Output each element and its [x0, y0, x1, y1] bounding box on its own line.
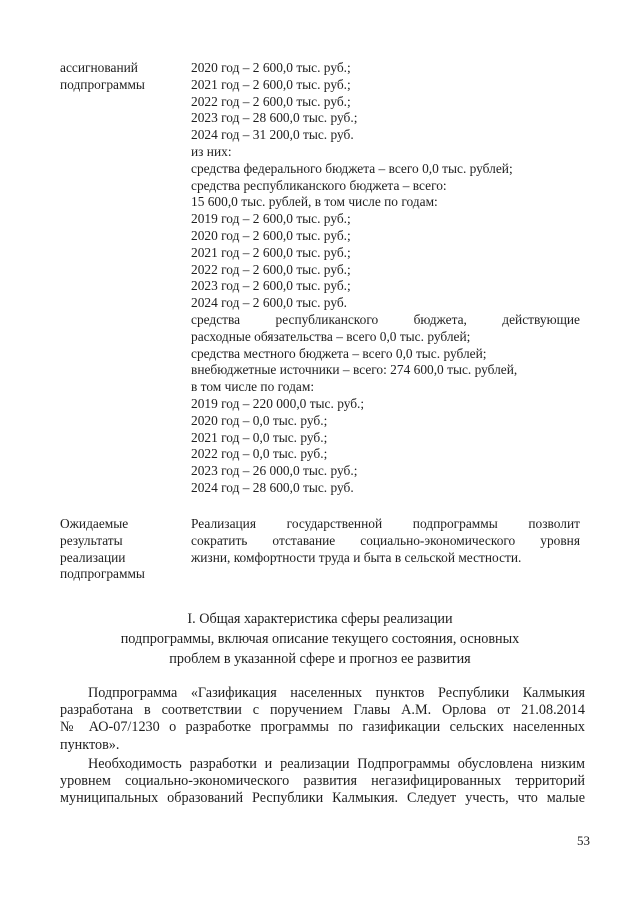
- paragraph-line: уровнем социально-экономического развития негазифицированных территорий: [60, 773, 585, 790]
- heading-line: проблем в указанной сфере и прогноз ее развития: [169, 651, 471, 667]
- value-line: 2023 год – 2 600,0 тыс. руб.;: [191, 278, 351, 294]
- value-line: 2023 год – 26 000,0 тыс. руб.;: [191, 463, 358, 479]
- value-line: средства федерального бюджета – всего 0,0 тыс. рублей;: [191, 160, 513, 176]
- row-value: [191, 60, 580, 497]
- table-row-funding: [60, 60, 580, 510]
- value-line: 2021 год – 0,0 тыс. руб.;: [191, 429, 328, 445]
- page-number: 53: [577, 833, 590, 848]
- table-row-expected-results: [60, 516, 580, 586]
- value-line: 15 600,0 тыс. рублей, в том числе по годам:: [191, 194, 438, 210]
- value-line: 2022 год – 2 600,0 тыс. руб.;: [191, 261, 351, 277]
- label-line: реализации: [60, 549, 126, 565]
- value-line: расходные обязательства – всего 0,0 тыс. рублей;: [191, 328, 471, 344]
- value-line: жизни, комфортности труда и быта в сельской местности.: [191, 549, 522, 565]
- label-line: подпрограммы: [60, 76, 145, 92]
- row-label: [60, 516, 185, 583]
- paragraph-line: Подпрограмма «Газификация населенных пунктов Республики Калмыкия: [88, 685, 585, 701]
- row-value: [191, 516, 580, 566]
- value-line: 2020 год – 2 600,0 тыс. руб.;: [191, 60, 351, 75]
- value-line: 2020 год – 2 600,0 тыс. руб.;: [191, 227, 351, 243]
- paragraph-line: пунктов».: [60, 736, 120, 753]
- heading-line: I. Общая характеристика сферы реализации: [187, 611, 453, 627]
- label-line: результаты: [60, 532, 123, 548]
- value-line: средства местного бюджета – всего 0,0 тыс. рублей;: [191, 345, 487, 361]
- value-line: 2021 год – 2 600,0 тыс. руб.;: [191, 244, 351, 260]
- value-line: 2022 год – 0,0 тыс. руб.;: [191, 446, 328, 462]
- value-line: средства республиканского бюджета – всего:: [191, 177, 447, 193]
- value-line: 2022 год – 2 600,0 тыс. руб.;: [191, 93, 351, 109]
- label-line: подпрограммы: [60, 566, 145, 582]
- value-line: средства республиканского бюджета, действующие: [191, 311, 580, 327]
- paragraph-line: Необходимость разработки и реализации Подпрограммы обусловлена низким: [88, 755, 585, 772]
- heading-line: подпрограммы, включая описание текущего состояния, основных: [120, 631, 520, 647]
- value-line: 2021 год – 2 600,0 тыс. руб.;: [191, 76, 351, 92]
- value-line: 2019 год – 220 000,0 тыс. руб.;: [191, 395, 365, 411]
- value-line: внебюджетные источники – всего: 274 600,0 тыс. рублей,: [191, 362, 518, 378]
- body-text: [60, 685, 585, 807]
- value-line: 2024 год – 31 200,0 тыс. руб.: [191, 127, 354, 143]
- value-line: из них:: [191, 143, 232, 159]
- paragraph: [60, 685, 585, 754]
- value-line: сократить отставание социально-экономического уровня: [191, 532, 580, 548]
- section-heading: [60, 609, 580, 669]
- paragraph-line: муниципальных образований Республики Калмыкия. Следует учесть, что малые: [60, 790, 585, 807]
- value-line: 2024 год – 2 600,0 тыс. руб.: [191, 295, 348, 311]
- label-line: ассигнований: [60, 60, 138, 75]
- value-line: в том числе по годам:: [191, 379, 315, 395]
- paragraph-line: разработана в соответствии с поручением Главы А.М. Орлова от 21.08.2014: [60, 702, 585, 719]
- value-line: 2023 год – 28 600,0 тыс. руб.;: [191, 110, 358, 126]
- label-line: Ожидаемые: [60, 516, 129, 531]
- paragraph-line: № АО-07/1230 о разработке программы по газификации сельских населенных: [60, 719, 585, 736]
- value-line: 2020 год – 0,0 тыс. руб.;: [191, 412, 328, 428]
- value-line: Реализация государственной подпрограммы позволит: [191, 516, 580, 531]
- value-line: 2019 год – 2 600,0 тыс. руб.;: [191, 211, 351, 227]
- paragraph: [60, 756, 585, 808]
- value-line: 2024 год – 28 600,0 тыс. руб.: [191, 479, 354, 495]
- row-label: [60, 60, 185, 94]
